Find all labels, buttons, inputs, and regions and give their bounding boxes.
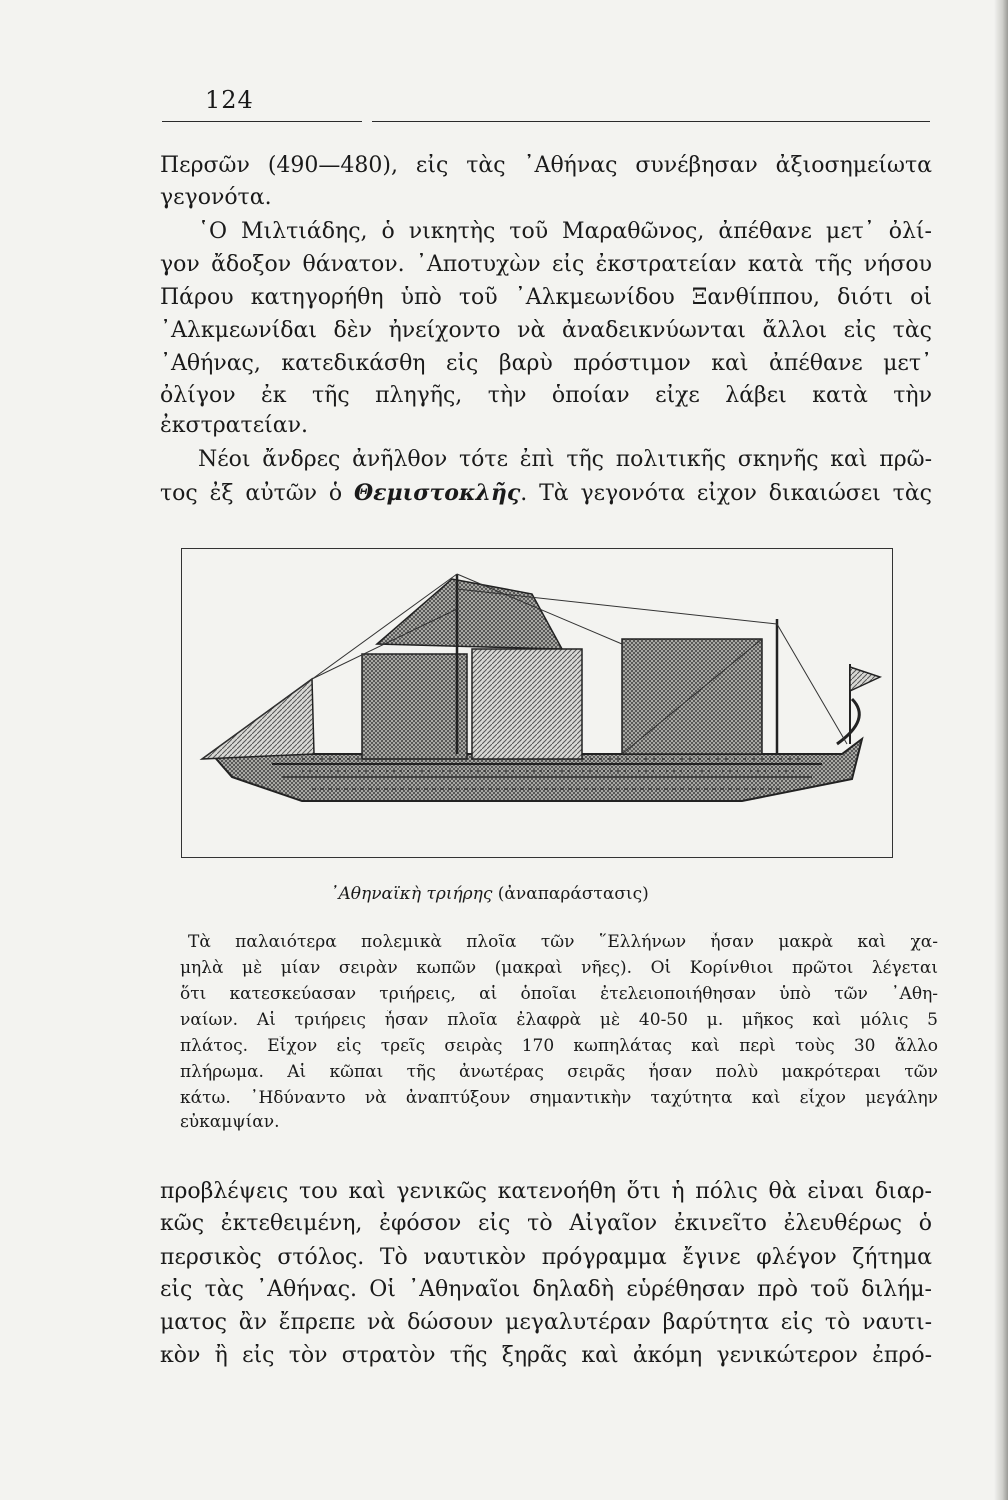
figure-caption (330, 884, 750, 904)
body-line: ῾Ο Μιλτιάδης, ὁ νικητὴς τοῦ Μαραθῶνος, ἀπέθανε μετ᾿ ὀλί- (198, 220, 932, 244)
note-line: πλήρωμα. Αἱ κῶπαι τῆς ἀνωτέρας σειρᾶς ἦσαν πολὺ μακρότεραι τῶν (180, 1062, 938, 1082)
note-line: μηλὰ μὲ μίαν σειρὰν κωπῶν (μακραὶ νῆες). Οἱ Κορίνθιοι πρῶτοι λέγεται (180, 958, 938, 978)
note-line: ὅτι κατεσκεύασαν τριήρεις, αἱ ὁποῖαι ἐτελειοποιήθησαν ὑπὸ τῶν ᾿Αθη- (180, 984, 938, 1004)
flag (850, 667, 880, 691)
body-line: ᾿Αλκμεωνίδαι δὲν ἠνείχοντο νὰ ἀναδεικνύωνται ἄλλοι εἰς τὰς (160, 319, 932, 343)
mainsail-left (362, 654, 467, 759)
text-fragment: τος ἐξ αὐτῶν ὁ (160, 481, 354, 506)
text-fragment: . Τὰ γεγονότα εἶχον δικαιώσει τὰς (520, 481, 932, 506)
body-line: Νέοι ἄνδρες ἀνῆλθον τότε ἐπὶ τῆς πολιτικῆς σκηνῆς καὶ πρῶ- (198, 448, 932, 472)
header-rule-gap (362, 119, 372, 123)
body-line: περσικὸς στόλος. Τὸ ναυτικὸν πρόγραμμα ἔγινε φλέγον ζήτημα (160, 1246, 932, 1270)
page-spine-shadow (994, 0, 1008, 1500)
body-line: Πάρου κατηγορήθη ὑπὸ τοῦ ᾿Αλκμεωνίδου Ξανθίππου, διότι οἱ (160, 286, 932, 310)
note-line: Τὰ παλαιότερα πολεμικὰ πλοῖα τῶν ῞Ελλήνων ἦσαν μακρὰ καὶ χα- (188, 932, 938, 952)
body-line: κὸν ἢ εἰς τὸν στρατὸν τῆς ξηρᾶς καὶ ἀκόμη γενικώτερον ἐπρό- (160, 1344, 932, 1368)
body-line: εἰς τὰς ᾿Αθήνας. Οἱ ᾿Αθηναῖοι δηλαδὴ εὑρέθησαν πρὸ τοῦ διλήμ- (160, 1278, 932, 1302)
page-number: 124 (205, 86, 254, 114)
note-line: πλάτος. Εἶχον εἰς τρεῖς σειρὰς 170 κωπηλάτας καὶ περὶ τοὺς 30 ἄλλο (180, 1036, 938, 1056)
body-line: προβλέψεις του καὶ γενικῶς κατενοήθη ὅτι ἡ πόλις θὰ εἶναι διαρ- (160, 1180, 932, 1204)
body-line: ᾿Αθήνας, κατεδικάσθη εἰς βαρὺ πρόστιμον καὶ ἀπέθανε μετ᾿ (160, 352, 932, 376)
trireme-drawing (182, 549, 892, 857)
topsail (377, 579, 562, 649)
body-line: γον ἄδοξον θάνατον. ᾿Αποτυχὼν εἰς ἐκστρατείαν κατὰ τῆς νήσου (160, 253, 932, 277)
note-line: κάτω. ᾿Ηδύναντο νὰ ἀναπτύξουν σημαντικὴν ταχύτητα καὶ εἶχον μεγάλην (180, 1088, 938, 1108)
trireme-illustration (181, 548, 893, 858)
body-line: γεγονότα. (160, 185, 272, 210)
body-line: ὀλίγον ἐκ τῆς πληγῆς, τὴν ὁποίαν εἶχε λάβει κατὰ τὴν (160, 384, 932, 408)
body-line: ματος ἂν ἔπρεπε νὰ δώσουν μεγαλυτέραν βαρύτητα εἰς τὸ ναυτι- (160, 1311, 932, 1335)
caption-title: ᾿Αθηναϊκὴ τριήρης (330, 884, 493, 904)
note-line: εὐκαμψίαν. (180, 1112, 280, 1132)
mainsail-right (472, 649, 582, 759)
name-themistocles: Θεμιστοκλῆς (353, 481, 521, 506)
body-line: Περσῶν (490—480), εἰς τὰς ᾿Αθήνας συνέβησαν ἀξιοσημείωτα (160, 154, 932, 178)
body-line: κῶς ἐκτεθειμένη, ἐφόσον εἰς τὸ Αἰγαῖον ἐκινεῖτο ἐλευθέρως ὁ (160, 1212, 932, 1236)
body-line-themistocles (160, 481, 932, 507)
caption-subtitle: (ἀναπαράστασις) (492, 884, 649, 904)
note-line: ναίων. Αἱ τριήρεις ἦσαν πλοῖα ἐλαφρὰ μὲ 40-50 μ. μῆκος καὶ μόλις 5 (180, 1010, 938, 1030)
header-rule (162, 121, 930, 122)
body-line: ἐκστρατείαν. (160, 413, 308, 438)
